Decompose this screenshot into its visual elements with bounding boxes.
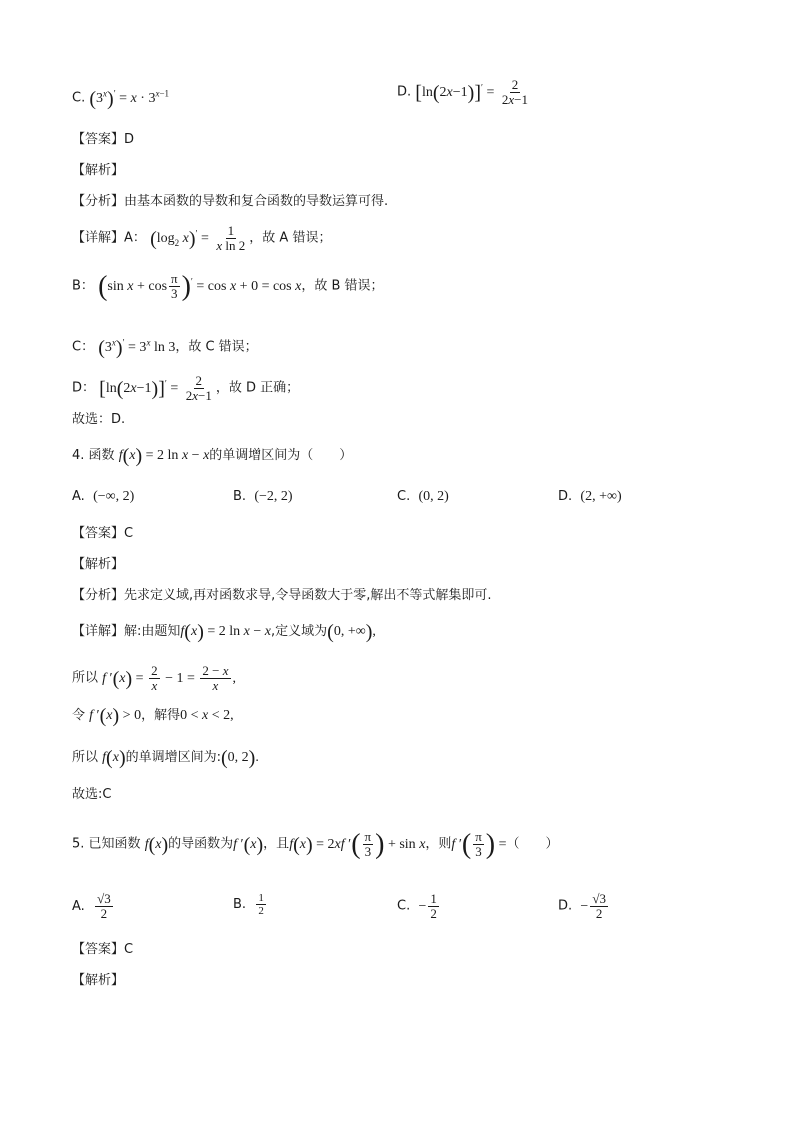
line-suffix: ，故 A 错误； (249, 230, 332, 246)
line-prefix: 所以 (72, 750, 99, 766)
formula: f(x) = 2 ln x − x (118, 445, 210, 467)
q5-option-a (72, 892, 115, 921)
q4-option-c (397, 488, 449, 506)
formula: [ln(2x−1)]′ = $\frac{2}{2x-1}$ (415, 77, 528, 107)
analysis-tag: 【解析】 (72, 163, 125, 178)
option-value: (2, +∞) (580, 489, 622, 504)
q5-analysis-tag: 【解析】 (72, 973, 125, 988)
q4-stem (72, 447, 352, 465)
fenxi-line (72, 193, 388, 211)
xiangjie-tag: 【详解】 (72, 624, 125, 640)
formula: f ′(x) = $\frac{2}{x}$ − 1 = $\frac{2 - x}{x}$ , (102, 663, 236, 693)
formula: $\frac{1}{2}$ (258, 892, 264, 917)
formula: f ′(x) (233, 833, 264, 856)
q4-detail-line-1 (72, 623, 376, 641)
formula: f(x) (102, 747, 126, 769)
detail-line-a (72, 224, 331, 253)
formula: f ′(x) > 0 (89, 705, 142, 727)
formula: f(x) (144, 833, 169, 856)
answer-tag: 【答案】 (72, 942, 125, 957)
line-prefix: D： (72, 380, 96, 396)
line-suffix: ，故 B 错误； (301, 278, 384, 294)
option-label: D. (558, 898, 573, 914)
formula: $(3^x)' = x \cdot 3^{x-1}$ (89, 87, 170, 110)
prev-option-d (397, 78, 532, 107)
q4-answer-line (72, 525, 133, 543)
q5-option-c (397, 892, 441, 921)
answer-value: C (124, 942, 134, 957)
formula: $\frac{√3}{2}$ (97, 891, 111, 921)
q5-answer-line (72, 941, 133, 959)
line-prefix: A： (124, 230, 146, 246)
formula: − $\frac{1}{2}$ (418, 891, 437, 921)
q4-analysis-tag: 【解析】 (72, 557, 125, 572)
formula: (0, 2). (221, 747, 259, 769)
fenxi-tag: 【分析】 (72, 588, 125, 603)
answer-line (72, 131, 134, 149)
detail-line-b (72, 272, 384, 301)
answer-tag: 【答案】 (72, 526, 125, 541)
option-label: B. (233, 897, 247, 912)
formula: ($\log_2$ x)′ = $\frac{1}{\text{x ln 2}}$ (150, 223, 246, 253)
line-mid: ，解得 (141, 708, 181, 724)
option-label: A. (72, 899, 85, 914)
line-prefix: B： (72, 278, 94, 294)
q4-option-d (558, 488, 622, 506)
option-label: C. (397, 898, 411, 914)
option-label: D. (558, 489, 573, 504)
q5-option-b (233, 892, 268, 917)
stem-mid: 的导函数为 (168, 836, 234, 852)
q4-detail-line-2 (72, 664, 236, 693)
option-label: C. (397, 489, 411, 504)
q4-option-a (72, 488, 134, 506)
detail-line-c (72, 333, 258, 357)
q5-stem (72, 830, 559, 859)
stem-prefix: 4. 函数 (72, 448, 115, 464)
line-prefix: 解:由题知 (124, 624, 181, 640)
line-mid: ,定义域为 (271, 624, 328, 640)
q4-fenxi-line (72, 587, 492, 605)
line-suffix: ，故 C 错误； (175, 339, 258, 355)
formula: − $\frac{√3}{2}$ (580, 891, 606, 921)
stem-mid: ，则 (425, 836, 452, 852)
q3-conclusion: 故选：D. (72, 412, 126, 427)
xiangjie-tag: 【详解】 (72, 230, 125, 246)
fenxi-text: 先求定义域,再对函数求导,令导函数大于零,解出不等式解集即可. (124, 588, 492, 603)
formula: (0, +∞), (327, 621, 376, 643)
stem-prefix: 5. 已知函数 (72, 836, 141, 852)
formula: 0 < x < 2, (180, 708, 234, 724)
formula: (sin x + cos $\frac{\pi}{3}$ )′ = cos x + 0 = cos x (98, 270, 302, 302)
formula: f ′( $\frac{\pi}{3}$ ) = (451, 828, 507, 860)
fenxi-text: 由基本函数的导数和复合函数的导数运算可得. (124, 194, 389, 209)
option-label: B. (233, 489, 247, 504)
q4-conclusion: 故选:C (72, 787, 112, 802)
option-label: D. (397, 84, 412, 100)
option-label: A. (72, 489, 85, 504)
line-mid: 的单调增区间为: (125, 750, 221, 766)
formula: f(x) = 2 ln x − x (180, 621, 271, 643)
line-prefix: C： (72, 339, 95, 355)
line-prefix: 所以 (72, 670, 99, 686)
stem-suffix: 的单调增区间为（ ） (209, 448, 353, 464)
answer-tag: 【答案】 (72, 132, 125, 147)
formula: $(3^x)' = 3^x$ ln 3 (98, 336, 176, 359)
formula: [ln(2x−1)]′ = $\frac{2}{2x-1}$ (99, 373, 212, 403)
q5-option-d (558, 892, 610, 921)
answer-value: D (124, 132, 135, 147)
stem-mid: ，且 (263, 836, 290, 852)
option-value: (−∞, 2) (93, 489, 135, 504)
prev-option-c (72, 84, 169, 108)
detail-line-d (72, 374, 299, 403)
fenxi-tag: 【分析】 (72, 194, 125, 209)
option-value: (0, 2) (418, 489, 449, 504)
line-prefix: 令 (72, 708, 86, 724)
line-suffix: ，故 D 正确； (215, 380, 300, 396)
option-value: (−2, 2) (254, 489, 293, 504)
answer-value: C (124, 526, 134, 541)
stem-suffix: （ ） (506, 836, 559, 852)
q4-option-b (233, 488, 293, 506)
formula: f(x) = 2xf ′( $\frac{\pi}{3}$ ) + sin x (289, 828, 426, 860)
q4-detail-line-4 (72, 749, 259, 767)
option-label: C. (72, 90, 86, 106)
q4-detail-line-3 (72, 707, 234, 725)
